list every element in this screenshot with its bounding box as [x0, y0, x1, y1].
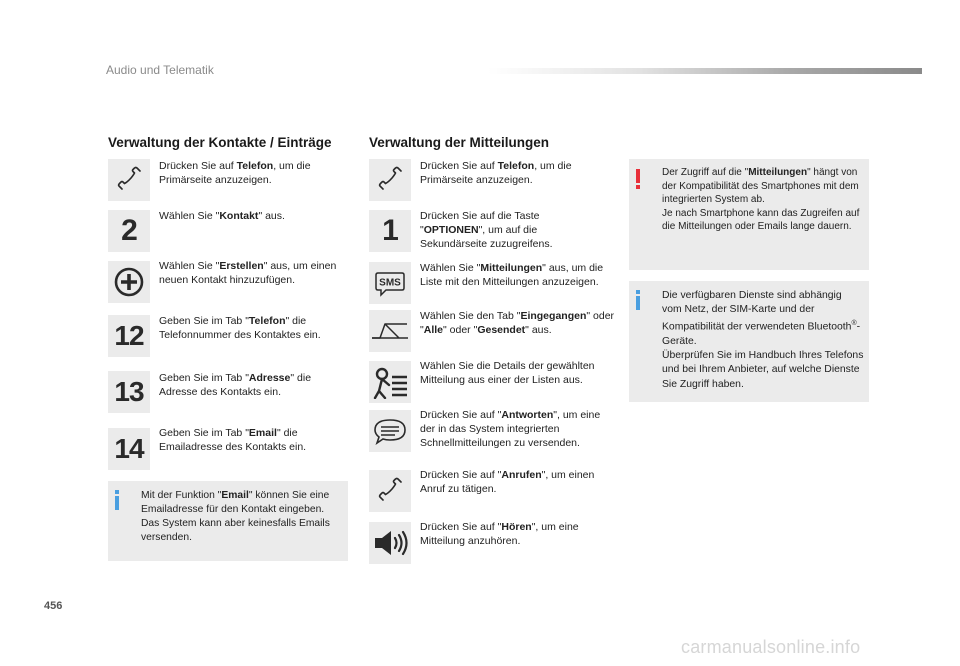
info-note-email	[108, 481, 348, 561]
step-text: Geben Sie im Tab "Email" die Emailadresse des Kontakts ein.	[159, 427, 307, 453]
info-icon	[115, 490, 119, 510]
select-list-icon	[369, 361, 411, 403]
phone-handset-icon	[369, 470, 411, 512]
warning-note-text: Der Zugriff auf die "Mitteilungen" hängt von der Kompatibilität des Smartphones mit dem integrierten System ab. Je nach Smartphone kann das Zugreifen auf die Mitteilungen oder Emails lange dauern.	[662, 167, 860, 233]
phone-handset-icon	[369, 159, 411, 201]
step-number-icon: 1	[369, 210, 411, 252]
info-note-services	[629, 281, 869, 402]
step-number-icon: 14	[108, 428, 150, 470]
page-number: 456	[44, 600, 63, 612]
step-text: Drücken Sie auf "Antworten", um eine der in das System integrierten Schnellmitteilungen zu versenden.	[420, 409, 601, 449]
step-text: Drücken Sie auf Telefon, um die Primärseite anzuzeigen.	[159, 160, 311, 186]
step-text: Wählen Sie die Details der gewählten Mitteilung aus einer der Listen aus.	[420, 360, 595, 386]
phone-handset-icon	[108, 159, 150, 201]
section-title-contacts: Verwaltung der Kontakte / Einträge	[108, 135, 332, 150]
step-text: Drücken Sie auf die Taste "OPTIONEN", um auf die Sekundärseite zuzugreifens.	[420, 210, 553, 250]
step-text: Wählen Sie "Erstellen" aus, um einen neuen Kontakt hinzuzufügen.	[159, 260, 337, 286]
step-text: Wählen Sie "Mitteilungen" aus, um die Liste mit den Mitteilungen anzuzeigen.	[420, 262, 604, 288]
speaker-icon	[369, 522, 411, 564]
step-text: Geben Sie im Tab "Adresse" die Adresse des Kontakts ein.	[159, 372, 312, 398]
info-note-text: Mit der Funktion "Email" können Sie eine Emailadresse für den Kontakt eingeben. Das System kann aber keinesfalls Emails versenden.	[141, 490, 330, 543]
sms-icon-label: SMS	[379, 277, 401, 289]
header-gradient-bar	[488, 68, 922, 74]
info-note-text: Die verfügbaren Dienste sind abhängig vom Netz, der SIM-Karte und der Kompatibilität der verwendeten Bluetooth®-Geräte. Überprüfen Sie im Handbuch Ihres Telefons und bei Ihrem Anbieter, auf welche Dienste Sie Zugriff haben.	[662, 290, 864, 390]
step-number-icon: 2	[108, 210, 150, 252]
step-text: Drücken Sie auf "Hören", um eine Mitteilung anzuhören.	[420, 521, 579, 547]
step-text: Wählen Sie "Kontakt" aus.	[159, 210, 285, 222]
warning-icon	[636, 169, 640, 191]
step-text: Geben Sie im Tab "Telefon" die Telefonnummer des Kontaktes ein.	[159, 315, 321, 341]
header-title: Audio und Telematik	[106, 63, 214, 77]
info-icon	[636, 290, 640, 310]
step-number-icon: 12	[108, 315, 150, 357]
warning-note-messages	[629, 159, 869, 270]
tab-icon	[369, 310, 411, 352]
step-number-icon: 13	[108, 371, 150, 413]
step-text: Wählen Sie den Tab "Eingegangen" oder "Alle" oder "Gesendet" aus.	[420, 310, 615, 336]
message-reply-icon	[369, 410, 411, 452]
watermark: carmanualsonline.info	[681, 637, 861, 657]
plus-circle-icon	[108, 261, 150, 303]
section-title-messages: Verwaltung der Mitteilungen	[369, 135, 550, 150]
step-text: Drücken Sie auf Telefon, um die Primärseite anzuzeigen.	[420, 160, 572, 186]
step-text: Drücken Sie auf "Anrufen", um einen Anruf zu tätigen.	[420, 469, 595, 495]
sms-icon	[369, 262, 411, 304]
